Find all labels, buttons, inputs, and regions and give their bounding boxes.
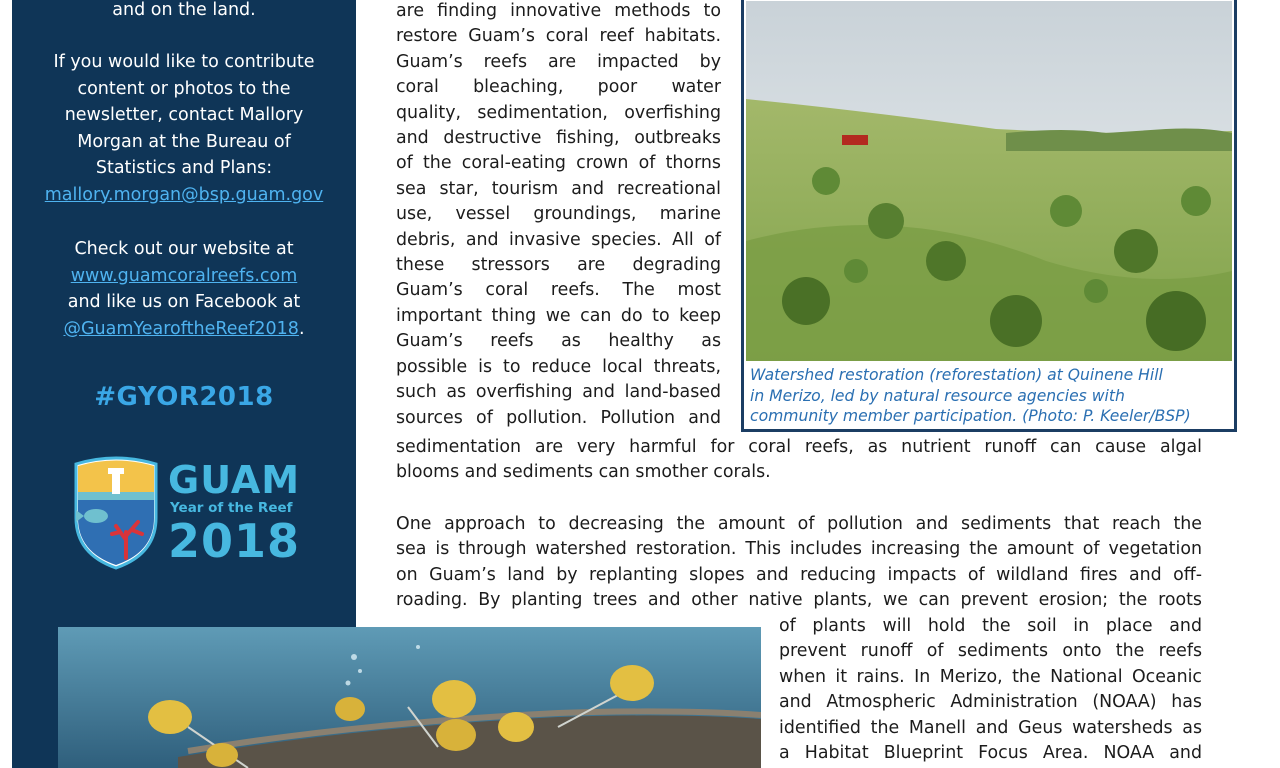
logo-title: GUAM [168, 458, 301, 502]
text-line: quality, sedimentation, overfishing [396, 102, 721, 123]
facebook-link[interactable]: @GuamYearoftheReef2018 [63, 318, 299, 339]
guam-year-of-the-reef-logo [68, 454, 308, 572]
text-line: such as overfishing and land-based [396, 382, 721, 403]
facebook-period: . [298, 318, 305, 339]
facebook-intro: and like us on Facebook at [67, 292, 301, 312]
sidebar-website-block [12, 236, 356, 342]
caption-line: Watershed restoration (reforestation) at Quinene Hill [750, 366, 1163, 384]
contribute-line: content or photos to the [77, 78, 291, 99]
paragraph-2-wide [396, 512, 1202, 614]
contribute-line: newsletter, contact Mallory [64, 105, 304, 125]
text-line: prevent runoff of sediments onto the reefs [779, 641, 1202, 662]
website-intro: Check out our website at [74, 239, 294, 259]
text-line: on Guam’s land by replanting slopes and reducing impacts of wildland fires and off- [396, 564, 1202, 585]
text-line: and destructive fishing, outbreaks [396, 128, 721, 149]
reforestation-photo-frame [741, 0, 1237, 432]
paragraph-2-narrow [779, 614, 1202, 766]
text-line: these stressors are degrading [396, 255, 721, 276]
text-line: blooms and sediments can smother corals. [396, 462, 771, 483]
text-line: One approach to decreasing the amount of pollution and sediments that reach the [396, 514, 1202, 534]
text-line: important thing we can do to keep [396, 305, 721, 326]
text-line: coral bleaching, poor water [396, 77, 721, 98]
text-line: are finding innovative methods to [396, 1, 721, 21]
text-line: identified the Manell and Geus watersheds as [779, 717, 1202, 738]
reef-shield-icon [68, 454, 164, 572]
text-line: possible is to reduce local threats, [396, 356, 721, 377]
photo-caption [750, 365, 1234, 427]
contribute-line: If you would like to contribute [53, 52, 315, 72]
contact-email-link[interactable]: mallory.morgan@bsp.guam.gov [44, 184, 324, 205]
text-line: and Atmospheric Administration (NOAA) has [779, 692, 1202, 713]
text-line: of the coral-eating crown of thorns [396, 153, 721, 174]
logo-subtitle: Year of the Reef [170, 500, 293, 516]
text-line: Guam’s coral reefs. The most [396, 280, 721, 301]
text-line: use, vessel groundings, marine [396, 204, 721, 225]
text-line: Guam’s reefs are impacted by [396, 51, 721, 72]
text-line: a Habitat Blueprint Focus Area. NOAA and [779, 743, 1202, 764]
caption-line: in Merizo, led by natural resource agencies with [750, 386, 1125, 405]
text-line: sea star, tourism and recreational [396, 178, 721, 199]
paragraph-1-wide [396, 435, 1202, 486]
text-line: sea is through watershed restoration. This includes increasing the amount of vegetation [396, 539, 1202, 560]
text-line: sources of pollution. Pollution and [396, 407, 721, 428]
text-line: when it rains. In Merizo, the National Oceanic [779, 666, 1202, 687]
sidebar-top-line: and on the land. [112, 0, 256, 20]
text-line: roading. By planting trees and other native plants, we can prevent erosion; the roots [396, 590, 1202, 611]
website-link[interactable]: www.guamcoralreefs.com [70, 265, 298, 286]
underwater-coral-nursery-photo-icon [58, 627, 761, 768]
text-line: debris, and invasive species. All of [396, 229, 721, 250]
contribute-line: Morgan at the Bureau of [77, 131, 291, 152]
contribute-line: Statistics and Plans: [95, 158, 273, 178]
text-line: sedimentation are very harmful for coral reefs, as nutrient runoff can cause algal [396, 437, 1202, 457]
logo-year: 2018 [168, 514, 301, 568]
hashtag: #GYOR2018 [94, 382, 274, 412]
hillside-reforestation-photo-icon [746, 1, 1232, 361]
sidebar-contribute-block [12, 49, 356, 208]
text-line: of plants will hold the soil in place and [779, 616, 1202, 636]
text-line: Guam’s reefs as healthy as [396, 331, 721, 352]
text-line: restore Guam’s coral reef habitats. [396, 26, 721, 47]
caption-line: community member participation. (Photo: P. Keeler/BSP) [750, 407, 1191, 425]
paragraph-1-narrow [396, 0, 721, 431]
